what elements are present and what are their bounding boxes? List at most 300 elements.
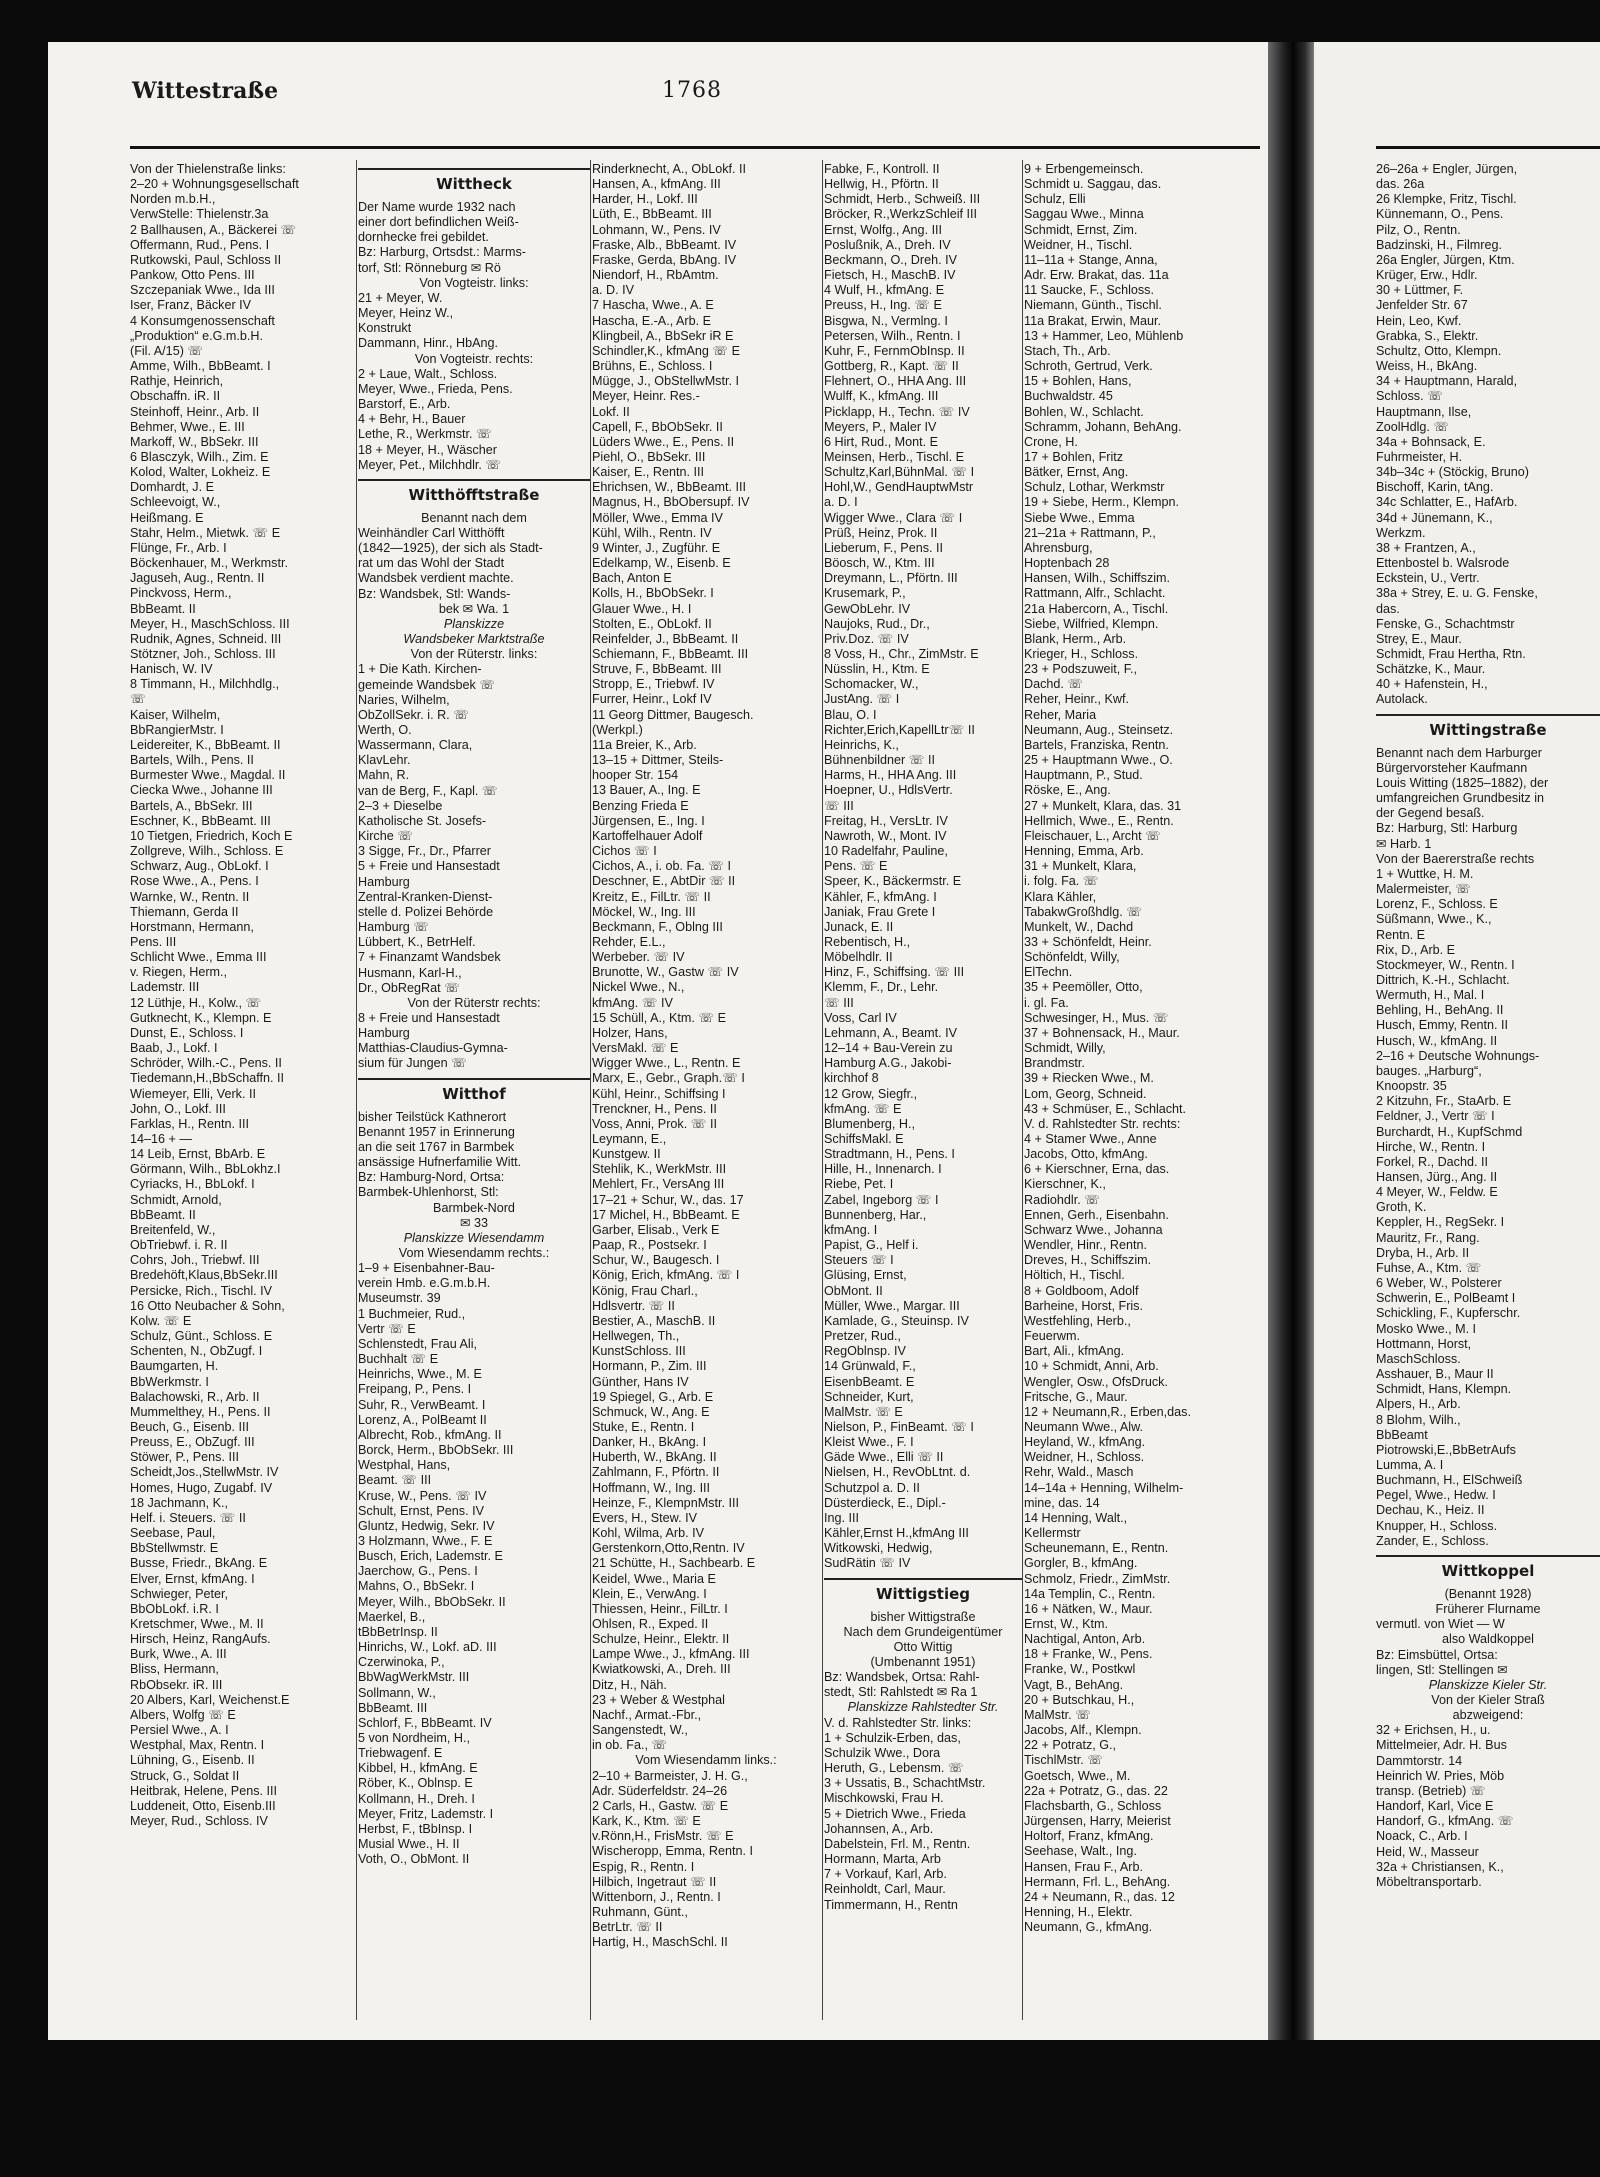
directory-entry: Wendler, Hinr., Rentn. <box>1024 1238 1147 1253</box>
directory-entry: Meyer, Pet., Milchhdlr. ☏ <box>358 457 502 472</box>
directory-entry: Hinz, F., Schiffsing. ☏ III <box>824 965 965 980</box>
directory-entry: 34a + Bohnsack, E. <box>1376 434 1486 449</box>
directory-entry: VerwStelle: Thielenstr.3a <box>130 207 269 222</box>
directory-entry: Bischoff, Karin, tAng. <box>1376 480 1494 495</box>
directory-entry: Keidel, Wwe., Maria E <box>592 1571 716 1586</box>
directory-entry: Busse, Friedr., BkAng. E <box>130 1556 268 1571</box>
directory-entry: 19 + Siebe, Herm., Klempn. <box>1024 495 1180 510</box>
directory-entry: Hormann, Marta, Arb <box>824 1852 941 1867</box>
directory-entry: Glauer Wwe., H. I <box>592 601 692 616</box>
directory-entry: Westfehling, Herb., <box>1024 1313 1131 1328</box>
directory-entry: Beuch, G., Eisenb. III <box>130 1419 250 1434</box>
directory-entry: Krusemark, P., <box>824 586 906 601</box>
directory-entry: Lohmann, W., Pens. IV <box>592 222 721 237</box>
directory-entry: TabakwGroßhdlg. ☏ <box>1024 904 1142 919</box>
centered-note: Von der Rüterstr rechts: <box>407 995 541 1010</box>
directory-entry: Elver, Ernst, kfmAng. I <box>130 1571 255 1586</box>
directory-entry: 4 Meyer, W., Feldw. E <box>1376 1185 1498 1200</box>
directory-entry: mine, das. 14 <box>1024 1495 1100 1510</box>
directory-entry: Bartels, A., BbSekr. III <box>130 798 253 813</box>
directory-entry: Buchmann, H., ElSchweiß <box>1376 1473 1523 1488</box>
directory-entry: Stahr, Helm., Mietwk. ☏ E <box>130 525 281 540</box>
directory-entry: Hirsch, Heinz, RangAufs. <box>130 1632 271 1647</box>
directory-entry: Dachd. ☏ <box>1024 677 1084 692</box>
directory-entry: ☏ III <box>824 798 854 813</box>
directory-entry: Blau, O. I <box>824 707 877 722</box>
map-reference: Planskizze <box>443 616 505 631</box>
directory-entry: Museumstr. 39 <box>358 1291 441 1306</box>
directory-entry: Furrer, Heinr., Lokf IV <box>592 692 712 707</box>
directory-entry: Meyer, Wwe., Frieda, Pens. <box>358 381 513 396</box>
directory-entry: 12 + Neumann,R., Erben,das. <box>1024 1404 1191 1419</box>
directory-entry: Benannt 1957 in Erinnerung <box>358 1124 515 1139</box>
directory-entry: Persiel Wwe., A. I <box>130 1723 229 1738</box>
directory-entry: (Werkpl.) <box>592 722 643 737</box>
directory-entry: 19 Spiegel, G., Arb. E <box>592 1389 714 1404</box>
directory-entry: Hamburg A.G., Jakobi- <box>824 1056 952 1071</box>
directory-entry: Cohrs, Joh., Triebwf. III <box>130 1253 260 1268</box>
directory-entry: Husch, W., kfmAng. II <box>1376 1033 1498 1048</box>
directory-entry: Künnemann, O., Pens. <box>1376 207 1504 222</box>
directory-entry: 30 + Lüttmer, F. <box>1376 283 1464 298</box>
directory-entry: 2 + Laue, Walt., Schloss. <box>358 366 498 381</box>
directory-entry: 22 + Potratz, G., <box>1024 1738 1117 1753</box>
directory-entry: Günther, Hans IV <box>592 1374 689 1389</box>
directory-entry: BbWerkmstr. I <box>130 1374 209 1389</box>
directory-entry: Groth, K. <box>1376 1200 1427 1215</box>
directory-entry: Stötzner, Joh., Schloss. III <box>130 647 276 661</box>
directory-entry: Hansen, Jürg., Ang. II <box>1376 1170 1498 1184</box>
directory-entry: 2–16 + Deutsche Wohnungs- <box>1376 1048 1540 1063</box>
directory-entry: Neumann Wwe., Alw. <box>1024 1419 1143 1434</box>
directory-entry: Lumma, A. I <box>1376 1457 1444 1472</box>
directory-entry: kirchhof 8 <box>824 1071 879 1086</box>
directory-entry: Pens. ☏ E <box>824 859 888 874</box>
directory-entry: Holtorf, Franz, kfmAng. <box>1024 1829 1154 1844</box>
directory-entry: 34b–34c + (Stöckig, Bruno) <box>1376 465 1529 480</box>
directory-entry: Kolls, H., BbObSekr. I <box>592 586 714 601</box>
directory-entry: Weidner, H., Schloss. <box>1024 1450 1145 1465</box>
map-reference: Planskizze Rahlstedter Str. <box>847 1700 999 1715</box>
directory-entry: Nawroth, W., Mont. IV <box>824 828 947 843</box>
directory-entry: Knoopstr. 35 <box>1376 1079 1447 1094</box>
directory-entry: Schönfeldt, Willy, <box>1024 950 1120 965</box>
directory-entry: Petersen, Wilh., Rentn. I <box>824 328 961 343</box>
centered-note: (Benannt 1928) <box>1444 1586 1532 1601</box>
map-reference: Planskizze Wiesendamm <box>403 1230 545 1245</box>
directory-entry: Nielsen, H., RevObLtnt. d. <box>824 1465 971 1480</box>
directory-entry: Autolack. <box>1376 692 1428 707</box>
directory-entry: Bisgwa, N., Vermlng. I <box>824 313 948 328</box>
directory-entry: Voth, O., ObMont. II <box>358 1852 470 1867</box>
directory-entry: 8 Blohm, Wilh., <box>1376 1412 1461 1427</box>
directory-entry: Poslußnik, A., Dreh. IV <box>824 237 951 252</box>
directory-entry: Ahrensburg, <box>1024 540 1093 555</box>
directory-entry: Witkowski, Hedwig, <box>824 1541 933 1556</box>
directory-entry: Schramm, Johann, BehAng. <box>1024 419 1182 434</box>
directory-entry: Mahn, R. <box>358 768 410 783</box>
directory-entry: BetrLtr. ☏ II <box>592 1920 663 1935</box>
directory-entry: Dechau, K., Heiz. II <box>1376 1503 1485 1518</box>
directory-entry: Klara Kähler, <box>1024 889 1097 904</box>
directory-entry: MalMstr. ☏ <box>1024 1707 1091 1722</box>
directory-entry: 4 Konsumgenossenschaft <box>130 313 275 328</box>
directory-entry: Hamburg <box>358 874 410 889</box>
directory-entry: Schmidt, Willy, <box>1024 1041 1106 1056</box>
directory-entry: Klemm, F., Dr., Lehr. <box>824 980 939 995</box>
directory-entry: Horstmann, Hermann, <box>130 919 254 934</box>
directory-entry: Freipang, P., Pens. I <box>358 1382 472 1397</box>
directory-entry: Bliss, Hermann, <box>130 1662 219 1677</box>
directory-entry: Kierschner, K., <box>1024 1177 1106 1192</box>
directory-column-1 <box>130 162 354 2042</box>
directory-entry: 27 + Munkelt, Klara, das. 31 <box>1024 798 1182 813</box>
directory-entry: Dryba, H., Arb. II <box>1376 1245 1470 1260</box>
directory-entry: Hilbich, Ingetraut ☏ II <box>592 1874 717 1889</box>
directory-entry: Tiedemann,H.,BbSchaffn. II <box>130 1071 285 1086</box>
directory-entry: Wermuth, H., Mal. I <box>1376 988 1485 1003</box>
directory-entry: 11 Georg Dittmer, Baugesch. <box>592 707 754 722</box>
directory-entry: Dreves, H., Schiffszim. <box>1024 1253 1152 1268</box>
directory-entry: 34c Schlatter, E., HafArb. <box>1376 495 1518 510</box>
directory-entry: Preuss, H., Ing. ☏ E <box>824 298 942 313</box>
directory-entry: BbBeamt. III <box>358 1700 428 1715</box>
directory-entry: Dammtorstr. 14 <box>1376 1753 1463 1768</box>
directory-entry: Struve, F., BbBeamt. III <box>592 662 722 677</box>
directory-entry: BbWagWerkMstr. III <box>358 1670 470 1685</box>
directory-entry: Hein, Leo, Kwf. <box>1376 313 1462 328</box>
directory-entry: Lokf. II <box>592 404 630 419</box>
centered-note: Otto Wittig <box>893 1639 953 1654</box>
directory-entry: Behling, H., BehAng. II <box>1376 1003 1504 1018</box>
directory-entry: Schiemann, F., BbBeamt. III <box>592 647 749 661</box>
directory-entry: Magnus, H., BbObersupf. IV <box>592 495 750 510</box>
directory-entry: Piotrowski,E.,BbBetrAufs <box>1376 1442 1516 1457</box>
directory-entry: a. D. IV <box>592 283 634 298</box>
directory-entry: Kunstgew. II <box>592 1147 661 1162</box>
directory-entry: Meyer, Wilh., BbObSekr. II <box>358 1594 506 1609</box>
directory-entry: Rinderknecht, A., ObLokf. II <box>592 162 747 176</box>
centered-note: bisher Wittigstraße <box>870 1609 976 1624</box>
directory-entry: Barstorf, E., Arb. <box>358 397 451 412</box>
directory-entry: ☏ <box>130 692 146 707</box>
directory-entry: Mischkowski, Frau H. <box>824 1791 944 1806</box>
directory-entry: Schmidt, Arnold, <box>130 1192 222 1207</box>
directory-entry: Alpers, H., Arb. <box>1376 1397 1461 1412</box>
directory-entry: Mummelthey, H., Pens. II <box>130 1404 271 1419</box>
directory-entry: 24 + Neumann, R., das. 12 <box>1024 1889 1175 1904</box>
directory-entry: Heid, W., Masseur <box>1376 1844 1479 1859</box>
directory-entry: Schmidt, Hans, Klempn. <box>1376 1382 1512 1397</box>
directory-entry: 31 + Munkelt, Klara, <box>1024 859 1137 874</box>
directory-entry: Grabka, S., Elektr. <box>1376 328 1479 343</box>
directory-entry: i. folg. Fa. ☏ <box>1024 874 1099 889</box>
directory-entry: 8 Timmann, H., Milchhdlg., <box>130 677 280 692</box>
directory-entry: Hohl,W., GendHauptwMstr <box>824 480 974 495</box>
directory-entry: Hamburg ☏ <box>358 920 430 935</box>
directory-entry: Meyers, P., Maler IV <box>824 419 937 434</box>
directory-entry: Cyriacks, H., BbLokf. I <box>130 1177 255 1192</box>
directory-entry: Dreymann, L., Pförtn. III <box>824 571 958 586</box>
directory-entry: Baab, J., Lokf. I <box>130 1041 218 1056</box>
directory-entry: 35 + Peemöller, Otto, <box>1024 980 1143 995</box>
directory-entry: Wulff, K., kfmAng. III <box>824 389 939 404</box>
column-divider <box>356 160 357 2020</box>
directory-entry: Malermeister, ☏ <box>1376 882 1471 897</box>
directory-entry: 5 + Freie und Hansestadt <box>358 859 500 874</box>
directory-entry: Lethe, R., Werkmstr. ☏ <box>358 427 492 442</box>
directory-entry: Badzinski, H., Filmreg. <box>1376 237 1502 252</box>
directory-entry: Ing. III <box>824 1510 860 1525</box>
centered-note: abzweigend: <box>1452 1708 1524 1723</box>
centered-note: bek ✉ Wa. 1 <box>438 601 510 616</box>
directory-entry: Kähler, F., kfmAng. I <box>824 889 937 904</box>
directory-entry: Kleist Wwe., F. I <box>824 1435 914 1450</box>
directory-entry: Schwarz, Aug., ObLokf. I <box>130 859 269 874</box>
directory-entry: 11a Breier, K., Arb. <box>592 737 697 752</box>
directory-entry: Glüsing, Ernst, <box>824 1268 907 1283</box>
directory-entry: 11 Saucke, F., Schloss. <box>1024 283 1154 298</box>
directory-entry: ObMont. II <box>824 1283 883 1298</box>
directory-entry: Busch, Erich, Lademstr. E <box>358 1549 503 1564</box>
directory-entry: Kamlade, G., Steuinsp. IV <box>824 1313 969 1328</box>
directory-entry: das. <box>1376 601 1400 616</box>
directory-entry: das. 26a <box>1376 177 1425 192</box>
directory-entry: Schomacker, W., <box>824 677 919 692</box>
directory-entry: 2–20 + Wohnungsgesellschaft <box>130 177 299 192</box>
directory-entry: Bredehöft,Klaus,BbSekr.III <box>130 1268 278 1283</box>
directory-entry: Rehr, Wald., Masch <box>1024 1465 1134 1480</box>
directory-entry: Lom, Georg, Schneid. <box>1024 1086 1147 1101</box>
directory-entry: Schwerin, E., PolBeamt I <box>1376 1291 1516 1306</box>
directory-entry: Von der Thielenstraße links: <box>130 162 286 176</box>
directory-entry: Düsterdieck, E., Dipl.- <box>824 1495 946 1510</box>
directory-entry: Henning, H., Elektr. <box>1024 1904 1133 1919</box>
directory-entry: Eschner, K., BbBeamt. III <box>130 813 271 828</box>
directory-entry: KunstSchloss. III <box>592 1344 686 1359</box>
directory-entry: Ernst, Wolfg., Ang. III <box>824 222 943 237</box>
directory-entry: Schmolz, Friedr., ZimMstr. <box>1024 1571 1171 1586</box>
directory-entry: Fenske, G., Schachtmstr <box>1376 616 1515 631</box>
directory-entry: Westphal, Max, Rentn. I <box>130 1738 265 1753</box>
directory-column-3 <box>592 162 820 2042</box>
directory-entry: Schmuck, W., Ang. E <box>592 1404 710 1419</box>
directory-entry: Schickling, F., Kupferschr. <box>1376 1306 1521 1321</box>
directory-entry: Scheunemann, E., Rentn. <box>1024 1541 1169 1556</box>
directory-entry: Fleischauer, L., Archt ☏ <box>1024 828 1161 843</box>
directory-entry: Bz: Harburg, Ortsdst.: Marms- <box>358 245 526 260</box>
directory-entry: bisher Teilstück Kathnerort <box>358 1109 507 1124</box>
directory-entry: Naujoks, Rud., Dr., <box>824 616 930 631</box>
centered-note: Von Vogteistr. rechts: <box>414 351 534 366</box>
directory-entry: Feldner, J., Vertr ☏ I <box>1376 1109 1495 1124</box>
directory-entry: kfmAng. I <box>824 1222 878 1237</box>
directory-entry: Henning, Emma, Arb. <box>1024 844 1144 859</box>
header-rule-right <box>1376 146 1600 149</box>
directory-entry: Struck, G., Soldat II <box>130 1768 240 1783</box>
directory-entry: Luddeneit, Otto, Eisenb.III <box>130 1798 276 1813</box>
directory-entry: Meinsen, Herb., Tischl. E <box>824 449 964 464</box>
directory-entry: Hauptmann, Ilse, <box>1376 404 1472 419</box>
directory-entry: Zentral-Kranken-Dienst- <box>358 889 493 904</box>
directory-entry: Freitag, H., VersLtr. IV <box>824 813 948 828</box>
directory-entry: 18 Jachmann, K., <box>130 1495 229 1510</box>
directory-entry: 11–11a + Stange, Anna, <box>1024 252 1158 267</box>
directory-entry: Nickel Wwe., N., <box>592 980 685 995</box>
centered-note: Barmbek-Nord <box>433 1200 515 1215</box>
directory-entry: 25 + Hauptmann Wwe., O. <box>1024 753 1173 768</box>
directory-entry: Hellwig, H., Pförtn. II <box>824 177 939 192</box>
directory-entry: Neumann, Aug., Steinsetz. <box>1024 722 1174 737</box>
directory-entry: Schulzik Wwe., Dora <box>824 1745 941 1760</box>
directory-entry: Heinrichs, K., <box>824 737 899 752</box>
directory-entry: Weinhändler Carl Witthöfft <box>358 525 505 540</box>
directory-entry: Kartoffelhauer Adolf <box>592 828 703 843</box>
directory-entry: 4 + Behr, H., Bauer <box>358 412 466 427</box>
directory-entry: Buchhalt ☏ E <box>358 1352 439 1367</box>
directory-entry: Werth, O. <box>358 723 412 737</box>
directory-entry: Wischeropp, Emma, Rentn. I <box>592 1844 753 1859</box>
directory-entry: Deschner, E., AbtDir ☏ II <box>592 874 736 889</box>
directory-entry: John, O., Lokf. III <box>130 1101 226 1116</box>
directory-entry: TischlMstr. ☏ <box>1024 1753 1103 1768</box>
directory-entry: Heißmang. E <box>130 510 204 525</box>
directory-entry: Bunnenberg, Har., <box>824 1207 927 1222</box>
centered-note: Früherer Flurname <box>1435 1602 1541 1617</box>
directory-entry: Schmidt, Frau Hertha, Rtn. <box>1376 647 1526 661</box>
street-heading: Wittingstraße <box>1376 714 1600 742</box>
directory-entry: Jürgensen, Harry, Meierist <box>1024 1814 1171 1829</box>
directory-entry: 2 Ballhausen, A., Bäckerei ☏ <box>130 222 297 237</box>
directory-entry: Schutzpol a. D. II <box>824 1480 920 1495</box>
directory-entry: Schlenstedt, Frau Ali, <box>358 1336 478 1351</box>
directory-entry: ObTriebwf. i. R. II <box>130 1238 228 1253</box>
directory-entry: Schneider, Kurt, <box>824 1389 914 1404</box>
directory-entry: Böckenhauer, M., Werkmstr. <box>130 556 288 571</box>
directory-entry: 1 + Wuttke, H. M. <box>1376 866 1474 881</box>
directory-entry: Dittrich, K.-H., Schlacht. <box>1376 972 1510 987</box>
directory-entry: Schröder, Wilh.-C., Pens. II <box>130 1056 282 1071</box>
directory-entry: Schmidt u. Saggau, das. <box>1024 177 1162 192</box>
header-rule <box>130 146 1260 149</box>
directory-entry: Musial Wwe., H. II <box>358 1837 460 1852</box>
directory-entry: Bartels, Franziska, Rentn. <box>1024 737 1169 752</box>
directory-entry: Speer, K., Bäckermstr. E <box>824 874 962 889</box>
directory-entry: ☏ III <box>824 995 854 1010</box>
directory-entry: Wigger Wwe., Clara ☏ I <box>824 510 963 525</box>
directory-entry: Hansen, Wilh., Schiffszim. <box>1024 571 1171 586</box>
directory-entry: 6 + Kierschner, Erna, das. <box>1024 1162 1170 1177</box>
directory-entry: Voss, Anni, Prok. ☏ II <box>592 1116 717 1131</box>
column-divider <box>822 160 823 2020</box>
directory-entry: lingen, Stl: Stellingen ✉ <box>1376 1662 1508 1677</box>
directory-entry: Asshauer, B., Maur II <box>1376 1367 1494 1382</box>
directory-entry: Klingbeil, A., BbSekr iR E <box>592 328 734 343</box>
directory-entry: Dunst, E., Schloss. I <box>130 1025 244 1040</box>
directory-entry: Capell, F., BbObSekr. II <box>592 419 723 434</box>
directory-entry: Rattmann, Alfr., Schlacht. <box>1024 586 1166 601</box>
directory-entry: Neumann, G., kfmAng. <box>1024 1920 1153 1935</box>
directory-entry: Schmidt, Herb., Schweiß. III <box>824 192 981 207</box>
directory-entry: Pilz, O., Rentn. <box>1376 222 1461 237</box>
directory-entry: umfangreichen Grundbesitz in <box>1376 791 1545 806</box>
directory-entry: Rathje, Heinrich, <box>130 374 224 389</box>
directory-entry: Jacobs, Alf., Klempn. <box>1024 1723 1142 1738</box>
directory-entry: 8 Voss, H., Chr., ZimMstr. E <box>824 647 979 661</box>
directory-entry: Heinrich W. Pries, Möb <box>1376 1768 1505 1783</box>
directory-entry: an die seit 1767 in Barmbek <box>358 1139 515 1154</box>
directory-entry: Farklas, H., Rentn. III <box>130 1116 249 1131</box>
directory-entry: ElTechn. <box>1024 965 1073 980</box>
directory-entry: (1842—1925), der sich als Stadt- <box>358 541 543 556</box>
directory-entry: Nachtigal, Anton, Arb. <box>1024 1632 1146 1647</box>
directory-entry: Nachf., Armat.-Fbr., <box>592 1707 702 1722</box>
directory-entry: Noack, C., Arb. I <box>1376 1829 1468 1844</box>
directory-entry: 12 Grow, Siegfr., <box>824 1086 918 1101</box>
directory-entry: Schmidt, Ernst, Zim. <box>1024 222 1138 237</box>
centered-note: Von der Rüterstr. links: <box>410 647 538 662</box>
directory-entry: Ernst, W., Ktm. <box>1024 1617 1108 1631</box>
directory-entry: Hartig, H., MaschSchl. II <box>592 1935 728 1950</box>
directory-entry: Benzing Frieda E <box>592 798 689 813</box>
directory-entry: V. d. Rahlstedter Str. links: <box>824 1715 972 1730</box>
directory-entry: tBbBetrInsp. II <box>358 1624 438 1639</box>
directory-entry: 18 + Franke, W., Pens. <box>1024 1647 1153 1662</box>
directory-entry: Bürgervorsteher Kaufmann <box>1376 760 1528 775</box>
directory-entry: Mahns, O., BbSekr. I <box>358 1579 475 1594</box>
directory-entry: Hascha, E.-A., Arb. E <box>592 313 711 328</box>
directory-entry: Mehlert, Fr., VersAng III <box>592 1177 725 1192</box>
directory-entry: Bz: Wandsbek, Ortsa: Rahl- <box>824 1670 980 1685</box>
directory-entry: Louis Witting (1825–1882), der <box>1376 775 1549 790</box>
directory-entry: Johannsen, A., Arb. <box>824 1821 934 1836</box>
directory-entry: RbObsekr. iR. III <box>130 1677 223 1692</box>
directory-entry: Harder, H., Lokf. III <box>592 192 698 207</box>
directory-entry: Meyer, H., MaschSchloss. III <box>130 616 290 631</box>
directory-entry: ZoolHdlg. ☏ <box>1376 419 1450 434</box>
map-reference: Wandsbeker Marktstraße <box>403 632 545 647</box>
directory-entry: Lampe Wwe., J., kfmAng. III <box>592 1647 750 1662</box>
directory-entry: Heitbrak, Helene, Pens. III <box>130 1783 277 1798</box>
directory-entry: 6 Weber, W., Polsterer <box>1376 1276 1502 1291</box>
directory-entry: Meyer, Heinz W., <box>358 306 454 321</box>
directory-entry: Goetsch, Wwe., M. <box>1024 1768 1131 1783</box>
directory-entry: Fuhse, A., Ktm. ☏ <box>1376 1260 1482 1275</box>
directory-entry: Schwesinger, H., Mus. ☏ <box>1024 1010 1169 1025</box>
directory-entry: Obschaffn. iR. II <box>130 389 221 404</box>
directory-entry: Nielson, P., FinBeamt. ☏ I <box>824 1419 974 1434</box>
directory-entry: Suhr, R., VerwBeamt. I <box>358 1397 486 1412</box>
directory-entry: 5 von Nordheim, H., <box>358 1731 470 1745</box>
scan-border-top <box>0 0 1600 42</box>
directory-entry: Voss, Carl IV <box>824 1010 897 1025</box>
directory-entry: Kretschmer, Wwe., M. II <box>130 1617 264 1631</box>
directory-entry: Feuerwm. <box>1024 1329 1080 1344</box>
directory-entry: 14 Henning, Walt., <box>1024 1510 1128 1525</box>
directory-entry: 9 Winter, J., Zugführ. E <box>592 540 721 555</box>
directory-entry: Schulz, Lothar, Werkmstr <box>1024 480 1165 495</box>
directory-entry: Hirche, W., Rentn. I <box>1376 1139 1486 1154</box>
directory-entry: 15 + Bohlen, Hans, <box>1024 374 1132 389</box>
directory-entry: Wiemeyer, Elli, Verk. II <box>130 1086 256 1101</box>
directory-entry: 8 + Freie und Hansestadt <box>358 1010 500 1025</box>
directory-entry: Warnke, W., Rentn. II <box>130 889 250 904</box>
directory-entry: Schlicht Wwe., Emma III <box>130 950 267 965</box>
directory-entry: 26 Klempke, Fritz, Tischl. <box>1376 192 1517 207</box>
directory-entry: Fabke, F., Kontroll. II <box>824 162 940 176</box>
directory-entry: Mosko Wwe., M. I <box>1376 1321 1477 1336</box>
directory-entry: Kirche ☏ <box>358 829 413 844</box>
